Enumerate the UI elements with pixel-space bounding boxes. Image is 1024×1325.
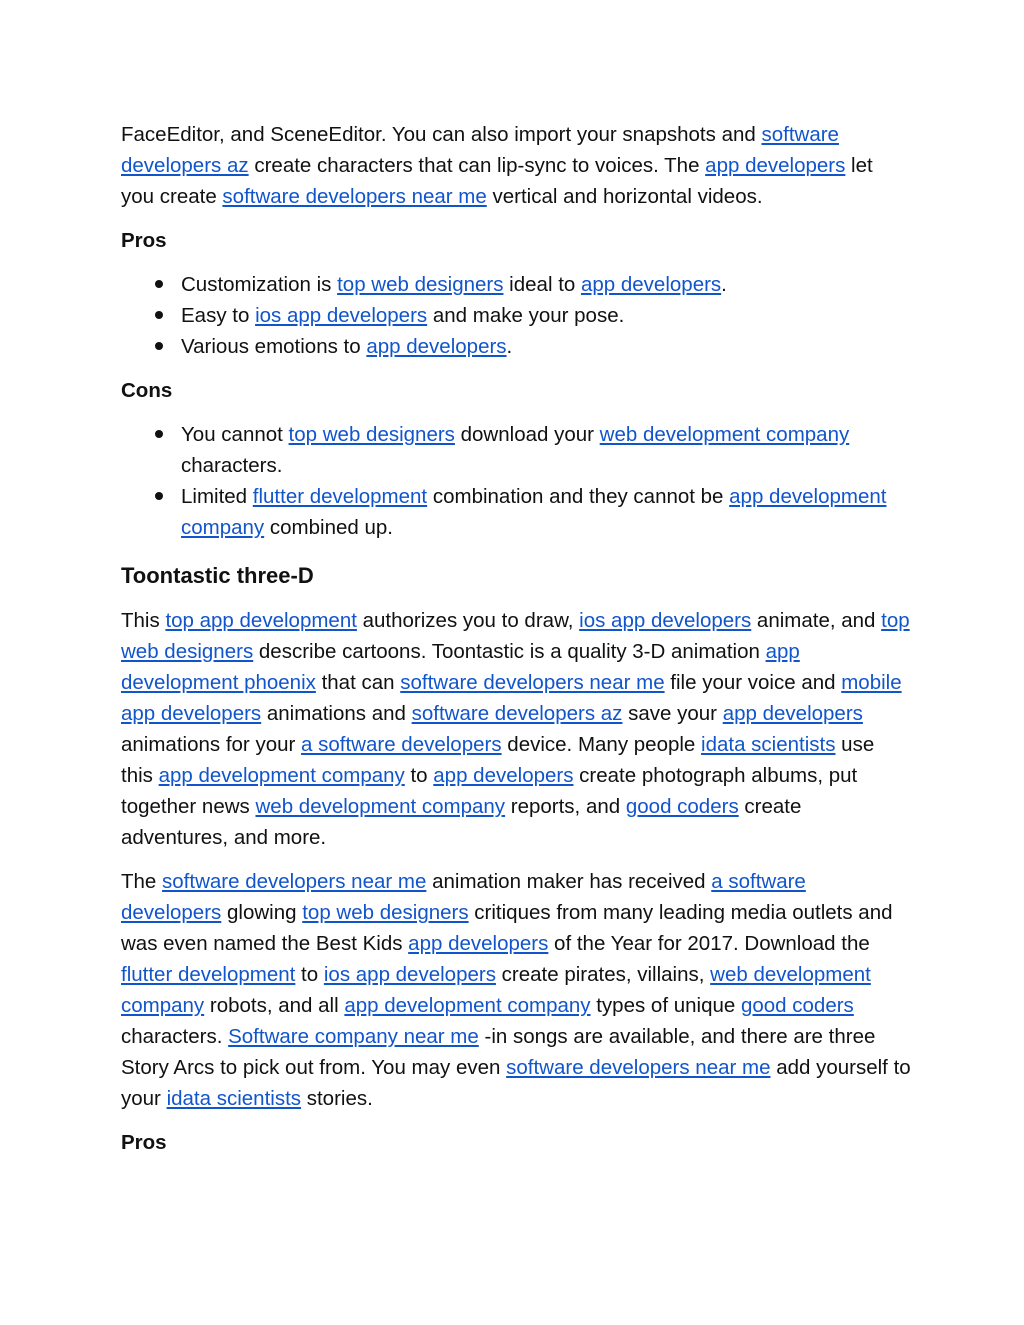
text: create adventures, and more. — [121, 795, 802, 849]
text: animations and — [261, 702, 412, 725]
text: reports, and — [505, 795, 626, 818]
pros-list — [121, 269, 911, 362]
text: Various emotions to — [181, 335, 367, 358]
link-good-coders[interactable]: good coders — [740, 994, 854, 1017]
text: create photograph albums, put together news — [121, 764, 858, 818]
link-app-developers[interactable]: app developers — [366, 335, 507, 358]
text: authorizes you to draw, — [356, 609, 580, 632]
cons-label: Cons — [121, 379, 173, 402]
link-a-software-developers[interactable]: a software developers — [121, 870, 806, 924]
text: . — [506, 335, 513, 358]
link-a-software-developers[interactable]: a software developers — [301, 733, 502, 756]
text: Limited — [181, 485, 253, 508]
list-item — [181, 300, 911, 331]
body-paragraph-1 — [121, 605, 911, 853]
link-top-app-development[interactable]: top app development — [165, 609, 357, 632]
text: file your voice and — [664, 671, 842, 694]
link-ios-app-developers[interactable]: ios app developers — [323, 963, 496, 986]
text: combination and they cannot be — [427, 485, 730, 508]
text: combined up. — [264, 516, 393, 539]
link-ios-app-developers[interactable]: ios app developers — [579, 609, 752, 632]
link-app-development-phoenix[interactable]: app development phoenix — [121, 640, 800, 694]
body-paragraph-2 — [121, 866, 911, 1114]
text: characters. — [121, 1025, 229, 1048]
text: create pirates, villains, — [495, 963, 711, 986]
link-app-developers[interactable]: app developers — [408, 932, 549, 955]
link-web-development-company[interactable]: web development company — [255, 795, 506, 818]
text: save your — [622, 702, 723, 725]
text: vertical and horizontal videos. — [486, 185, 763, 208]
text: to — [404, 764, 434, 787]
text: Customization is — [181, 273, 338, 296]
link-app-developers[interactable]: app developers — [433, 764, 574, 787]
intro-paragraph — [121, 119, 911, 212]
link-software-company-near-me[interactable]: Software company near me — [228, 1025, 479, 1048]
link-idata-scientists[interactable]: idata scientists — [701, 733, 836, 756]
link-software-developers-near-me[interactable]: software developers near me — [162, 870, 427, 893]
link-software-developers-near-me[interactable]: software developers near me — [400, 671, 665, 694]
text: add yourself to your — [121, 1056, 911, 1110]
link-flutter-development[interactable]: flutter development — [121, 963, 296, 986]
list-item — [181, 331, 911, 362]
link-ios-app-developers[interactable]: ios app developers — [255, 304, 428, 327]
link-software-developers-near-me[interactable]: software developers near me — [222, 185, 487, 208]
text: download your — [454, 423, 600, 446]
link-app-development-company[interactable]: app development company — [181, 485, 887, 539]
link-idata-scientists[interactable]: idata scientists — [166, 1087, 302, 1110]
link-web-development-company[interactable]: web development company — [599, 423, 850, 446]
text: Easy to — [181, 304, 256, 327]
text: animations for your — [121, 733, 302, 756]
link-top-web-designers[interactable]: top web designers — [121, 609, 910, 663]
link-software-developers-near-me[interactable]: software developers near me — [506, 1056, 771, 1079]
link-good-coders[interactable]: good coders — [625, 795, 739, 818]
text: of the Year for 2017. Download the — [548, 932, 870, 955]
text: You cannot — [181, 423, 289, 446]
list-item — [181, 481, 911, 543]
text: ideal to — [503, 273, 581, 296]
text: types of unique — [590, 994, 741, 1017]
text: characters. — [181, 454, 283, 477]
list-item — [181, 269, 911, 300]
text: critiques from many leading media outlets and was even named the Best Kids — [121, 901, 893, 955]
text: robots, and all — [204, 994, 345, 1017]
link-app-development-company[interactable]: app development company — [158, 764, 405, 787]
text: glowing — [221, 901, 303, 924]
link-app-development-company[interactable]: app development company — [344, 994, 591, 1017]
link-app-developers[interactable]: app developers — [722, 702, 863, 725]
pros-label: Pros — [121, 1131, 167, 1154]
section-heading: Toontastic three-D — [121, 563, 314, 588]
link-app-developers[interactable]: app developers — [705, 154, 846, 177]
text: use this — [121, 733, 875, 787]
text: device. Many people — [501, 733, 702, 756]
text: -in songs are available, and there are three Story Arcs to pick out from. You may even — [121, 1025, 876, 1079]
text: describe cartoons. Toontastic is a quality 3-D animation — [253, 640, 766, 663]
list-item — [181, 419, 911, 481]
link-software-developers-az[interactable]: software developers az — [121, 123, 839, 177]
text: The — [121, 870, 163, 893]
link-top-web-designers[interactable]: top web designers — [288, 423, 455, 446]
cons-list — [121, 419, 911, 543]
text: stories. — [301, 1087, 373, 1110]
text: This — [121, 609, 166, 632]
link-mobile-app-developers[interactable]: mobile app developers — [121, 671, 902, 725]
text: . — [721, 273, 727, 296]
link-flutter-development[interactable]: flutter development — [252, 485, 428, 508]
link-top-web-designers[interactable]: top web designers — [302, 901, 469, 924]
link-web-development-company[interactable]: web development company — [121, 963, 871, 1017]
text: and make your pose. — [427, 304, 625, 327]
text: let you create — [121, 154, 873, 208]
link-software-developers-az[interactable]: software developers az — [411, 702, 623, 725]
text: that can — [315, 671, 401, 694]
pros-label: Pros — [121, 229, 167, 252]
link-app-developers[interactable]: app developers — [580, 273, 722, 296]
text: animate, and — [751, 609, 882, 632]
text: to — [295, 963, 324, 986]
text: create characters that can lip-sync to voices. The — [248, 154, 706, 177]
link-top-web-designers[interactable]: top web designers — [337, 273, 504, 296]
text: animation maker has received — [426, 870, 712, 893]
document-page — [121, 119, 911, 1171]
text: FaceEditor, and SceneEditor. You can also import your snapshots and — [121, 123, 762, 146]
